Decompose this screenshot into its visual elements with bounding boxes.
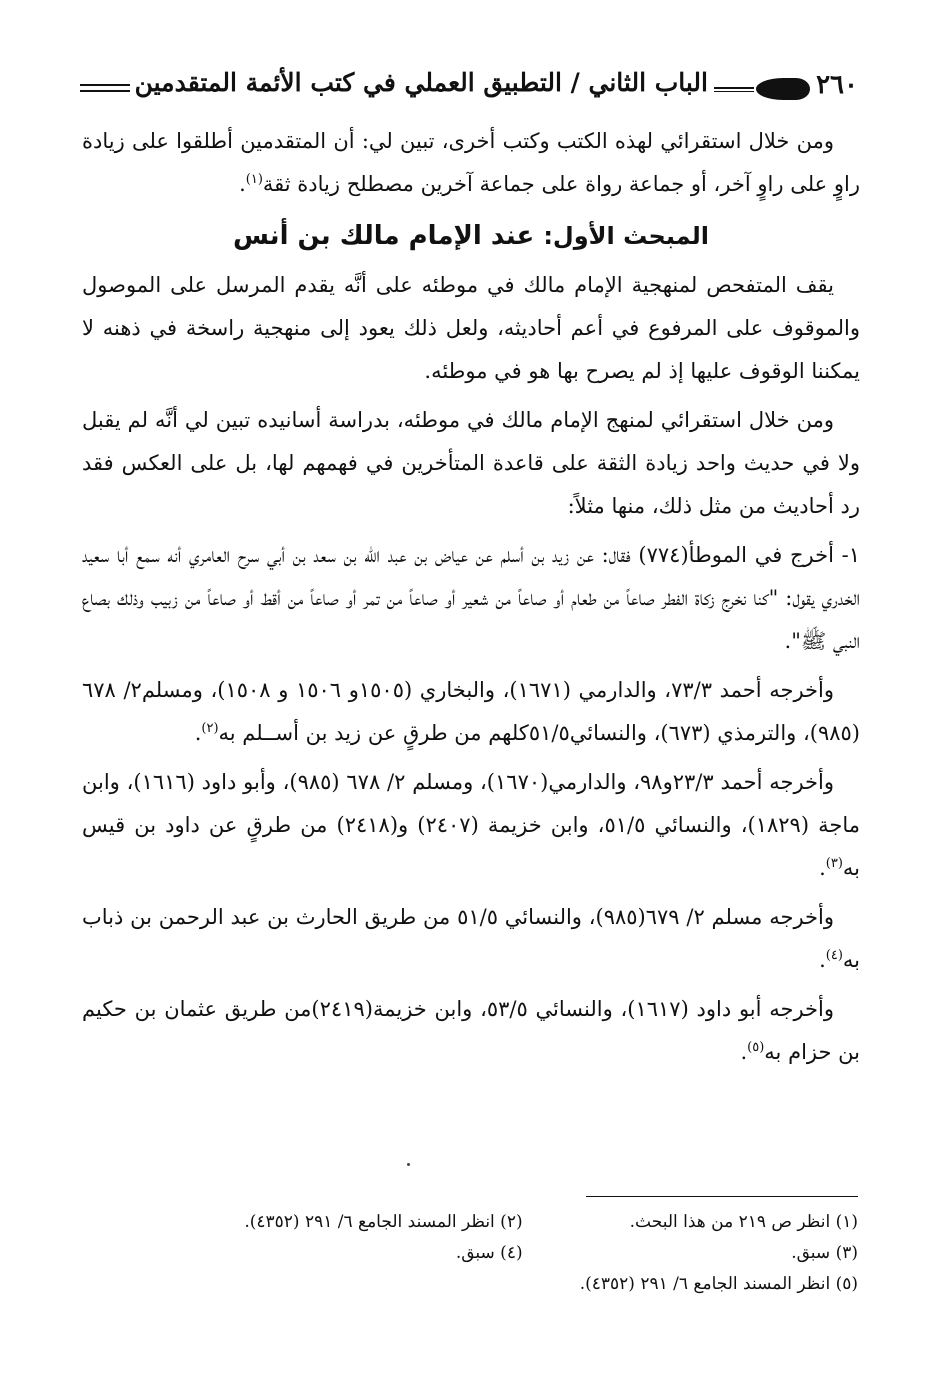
footnote-separator [586,1196,858,1197]
footnote-ref: (٢) [201,721,219,736]
footnote-ref: (٤) [825,948,843,963]
paragraph-text: ١- أخرج في الموطأ(٧٧٤) فقال: عن زيد بن أسلم عن عياض بن عبد الله بن سعد بن أبي سرح العامري أنه سمع أبا سعيد الخدري يقول: "كنا نخرج زكاة الفطر صاعاً من طعام أو صاعاً من شعير أو صاعاً من تمر أو صاعاً من أقط أو صاعاً من زبيب وذلك بصاع النبي ﷺ". [82,543,860,653]
paragraph [82,399,860,528]
paragraph-tail: . [819,856,826,880]
paragraph-text: وأخرجه أحمد ٢٣/٣و٩٨، والدارمي(١٦٧٠)، ومسلم ٢/ ٦٧٨ (٩٨٥)، وأبو داود (١٦١٦)، وابن ماجة (١٨٢٩)، والنسائي ٥١/٥، وابن خزيمة (٢٤٠٧) و(٢٤١٨) من طرقٍ عن داود بن قيس به [82,770,861,880]
paragraph-text: ومن خلال استقرائي لهذه الكتب وكتب أخرى، تبين لي: أن المتقدمين أطلقوا على زيادة راوٍ على راوٍ آخر، أو جماعة رواة على جماعة آخرين مصطلح زيادة ثقة [82,129,860,196]
paragraph-tail: . [740,1040,748,1064]
page-number: ٢٦٠ [816,70,858,100]
body-text [82,120,860,1080]
running-header [80,66,858,110]
header-rule-right [714,87,754,92]
intro-paragraph [82,120,860,206]
paragraph [82,988,860,1074]
footnotes [82,1207,858,1300]
section-title: عند الإمام مالك بن أنس [233,221,535,251]
section-prefix: المبحث الأول: [543,222,709,250]
paragraph-tail: . [819,948,826,972]
paragraph [82,534,860,663]
header-rule-left [80,84,130,92]
paragraph-tail: . [239,172,246,196]
paragraph-text: وأخرجه أحمد ٧٣/٣، والدارمي (١٦٧١)، والبخاري (١٥٠٥و ١٥٠٦ و ١٥٠٨)، ومسلم٢/ ٦٧٨ (٩٨٥)، والترمذي (٦٧٣)، والنسائي٥١/٥كلهم من طرقٍ عن زيد بن أســلم به [82,678,860,745]
footnote-row [82,1238,858,1269]
paragraph-text: ومن خلال استقرائي لمنهج الإمام مالك في موطئه، بدراسة أسانيده تبين لي أنَّه لم يقبل ولا في حديث واحد زيادة الثقة على قاعدة المتأخرين في فهمهم لها، بل على العكس فقد رد أحاديث من مثل ذلك، منها مثلاً: [82,408,860,518]
footnote: (٣) سبق. [791,1243,858,1263]
paragraph [82,669,860,755]
paragraph-tail: . [194,721,202,745]
footnote-ref: (٣) [825,856,843,871]
header-ornament [756,78,810,100]
paragraph-text: وأخرجه مسلم ٢/ ٦٧٩(٩٨٥)، والنسائي ٥١/٥ من طريق الحارث بن عبد الرحمن بن ذباب به [82,905,860,972]
footnote: (٢) انظر المسند الجامع ٦/ ٢٩١ (٤٣٥٢). [244,1212,523,1232]
footnote-ref: (١) [245,172,263,187]
paragraph [82,896,860,982]
paragraph [82,264,860,393]
footnote: (٥) انظر المسند الجامع ٦/ ٢٩١ (٤٣٥٢). [579,1274,858,1294]
footnote-ref: (٥) [747,1040,765,1055]
footnote: (٤) سبق. [455,1243,523,1263]
paragraph-text: يقف المتفحص لمنهجية الإمام مالك في موطئه على أنَّه يقدم المرسل على الموصول والموقوف على المرفوع في أعم أحاديثه، ولعل ذلك يعود إلى منهجية راسخة في ذهنه لا يمكننا الوقوف عليها إذ لم يصرح بها هو في موطئه. [82,273,860,383]
header-title: الباب الثاني / التطبيق العملي في كتب الأئمة المتقدمين [134,68,708,97]
paragraph [82,761,860,890]
footnote-row [82,1207,858,1238]
stray-dot [407,1163,410,1166]
footnote-row [82,1269,858,1300]
paragraph-text: وأخرجه أبو داود (١٦١٧)، والنسائي ٥٣/٥، وابن خزيمة(٢٤١٩)من طريق عثمان بن حكيم بن حزام به [82,997,860,1064]
section-heading [82,212,860,260]
footnote: (١) انظر ص ٢١٩ من هذا البحث. [629,1212,858,1232]
